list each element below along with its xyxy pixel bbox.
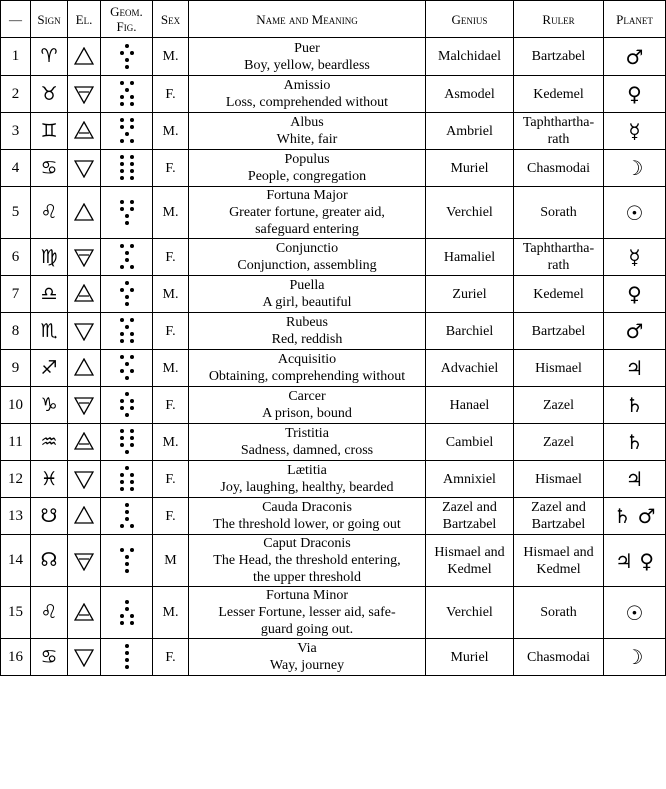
figure-name: Carcer bbox=[288, 389, 326, 404]
rows.0.meaning-line: Boy, yellow, beardless bbox=[244, 57, 370, 73]
rows.9.ruler-line: Zazel bbox=[542, 397, 575, 413]
ruler-cell bbox=[514, 587, 604, 639]
rows.13.ruler-line: Hismael and bbox=[523, 544, 594, 560]
rows.12.meaning-line: The threshold lower, or going out bbox=[213, 517, 401, 532]
figure-name: Rubeus bbox=[286, 315, 328, 330]
figure-name: Puella bbox=[289, 278, 325, 293]
geomantic-figure-dots bbox=[120, 599, 134, 627]
sun-icon: ☉ bbox=[604, 187, 666, 239]
genius-cell bbox=[426, 424, 514, 461]
earth-triangle-icon bbox=[68, 239, 101, 276]
rows.1.genius-line: Asmodel bbox=[444, 86, 495, 102]
geomantic-figure bbox=[101, 387, 153, 424]
rows.5.genius-line: Hamaliel bbox=[443, 249, 496, 265]
sun-icon: ☉ bbox=[604, 587, 666, 639]
geomantic-figure-dots bbox=[120, 502, 134, 530]
geomantic-figure bbox=[101, 187, 153, 239]
moon-icon: ☽ bbox=[604, 639, 666, 676]
row-number: 14 bbox=[1, 535, 31, 587]
fire-triangle-icon bbox=[68, 350, 101, 387]
header-planet: Planet bbox=[604, 1, 666, 38]
ruler-cell bbox=[514, 313, 604, 350]
rows.13.genius-line: Hismael and bbox=[434, 544, 505, 560]
table-row bbox=[1, 150, 666, 187]
rows.3.genius-line: Muriel bbox=[450, 160, 489, 176]
rows.0.ruler-line: Bartzabel bbox=[531, 49, 586, 64]
ruler-cell bbox=[514, 113, 604, 150]
genius-cell bbox=[426, 313, 514, 350]
water-triangle-icon bbox=[68, 639, 101, 676]
ruler-cell bbox=[514, 498, 604, 535]
row-number: 6 bbox=[1, 239, 31, 276]
rows.9.genius-line: Hanael bbox=[449, 397, 490, 413]
aries-icon: ♈ bbox=[31, 38, 68, 76]
rows.5.ruler-line: rath bbox=[547, 258, 570, 273]
genius-cell bbox=[426, 498, 514, 535]
water-triangle-icon bbox=[68, 150, 101, 187]
table-row bbox=[1, 38, 666, 76]
rows.4.meaning-line: Greater fortune, greater aid, bbox=[229, 205, 385, 220]
rows.2.genius-line: Ambriel bbox=[446, 123, 493, 139]
row-number: 7 bbox=[1, 276, 31, 313]
header-row bbox=[1, 1, 666, 38]
ruler-cell bbox=[514, 239, 604, 276]
figure-name: Lætitia bbox=[287, 463, 327, 478]
earth-triangle-icon bbox=[68, 76, 101, 113]
row-number: 5 bbox=[1, 187, 31, 239]
sex-cell: M. bbox=[153, 350, 189, 387]
geomantic-figure bbox=[101, 113, 153, 150]
geomantic-figure bbox=[101, 38, 153, 76]
figure-name: Conjunctio bbox=[275, 241, 339, 256]
genius-cell bbox=[426, 239, 514, 276]
geomantic-figure-dots bbox=[120, 317, 134, 345]
ruler-cell bbox=[514, 276, 604, 313]
geomantic-figure-dots bbox=[120, 154, 134, 182]
geomantic-figure-dots bbox=[120, 199, 134, 227]
figure-name: Albus bbox=[290, 115, 324, 130]
rows.12.genius-line: Zazel and bbox=[442, 500, 497, 515]
geomantic-figure-dots bbox=[120, 465, 134, 493]
fire-triangle-icon bbox=[68, 187, 101, 239]
table-row bbox=[1, 313, 666, 350]
moon-icon: ☽ bbox=[604, 150, 666, 187]
sex-cell: M. bbox=[153, 113, 189, 150]
descending-node-icon: ☋ bbox=[31, 498, 68, 535]
ruler-cell bbox=[514, 38, 604, 76]
mercury-icon: ☿ bbox=[604, 239, 666, 276]
water-triangle-icon bbox=[68, 461, 101, 498]
rows.14.ruler-line: Sorath bbox=[540, 605, 577, 620]
rows.5.ruler-line: Taphthartha- bbox=[522, 241, 595, 256]
row-number: 3 bbox=[1, 113, 31, 150]
name-meaning-cell bbox=[189, 276, 426, 313]
rows.13.genius-line: Kedmel bbox=[447, 561, 492, 577]
rows.13.ruler-line: Kedmel bbox=[536, 561, 581, 577]
saturn-icon: ♄ bbox=[604, 424, 666, 461]
water-triangle-icon bbox=[68, 313, 101, 350]
rows.4.ruler-line: Sorath bbox=[540, 205, 577, 220]
rows.11.genius-line: Amnixiel bbox=[443, 471, 496, 487]
table-row bbox=[1, 587, 666, 639]
table-row bbox=[1, 387, 666, 424]
genius-cell bbox=[426, 387, 514, 424]
genius-cell bbox=[426, 150, 514, 187]
figure-name: Amissio bbox=[283, 78, 331, 93]
sex-cell: M. bbox=[153, 587, 189, 639]
table-row bbox=[1, 461, 666, 498]
sex-cell: F. bbox=[153, 76, 189, 113]
row-number: 12 bbox=[1, 461, 31, 498]
table-row bbox=[1, 113, 666, 150]
rows.4.genius-line: Verchiel bbox=[446, 205, 493, 220]
table-row bbox=[1, 187, 666, 239]
rows.1.meaning-line: Loss, comprehended without bbox=[225, 95, 389, 110]
name-meaning-cell bbox=[189, 587, 426, 639]
rows.12.ruler-line: Zazel and bbox=[531, 500, 586, 515]
header-geom-line1: Geom. bbox=[110, 4, 143, 19]
jupiter-icon: ♃ bbox=[604, 350, 666, 387]
rows.13.meaning-line: The Head, the threshold entering, bbox=[213, 553, 401, 568]
genius-cell bbox=[426, 187, 514, 239]
name-meaning-cell bbox=[189, 150, 426, 187]
sex-cell: M. bbox=[153, 276, 189, 313]
table-row bbox=[1, 239, 666, 276]
header-sex: Sex bbox=[153, 1, 189, 38]
taurus-icon: ♉ bbox=[31, 76, 68, 113]
figure-name: Acquisitio bbox=[277, 352, 337, 367]
figure-name: Via bbox=[297, 641, 317, 656]
ruler-cell bbox=[514, 387, 604, 424]
table-row bbox=[1, 498, 666, 535]
geomantic-figure-dots bbox=[120, 643, 134, 671]
geomantic-figure bbox=[101, 76, 153, 113]
jupiter-venus-icon: ♃ ♀ bbox=[604, 535, 666, 587]
sex-cell: F. bbox=[153, 639, 189, 676]
figure-name: Cauda Draconis bbox=[262, 500, 352, 515]
name-meaning-cell bbox=[189, 639, 426, 676]
rows.9.meaning-line: A prison, bound bbox=[262, 406, 352, 421]
rows.11.meaning-line: Joy, laughing, healthy, bearded bbox=[220, 480, 394, 495]
geomantic-figure-dots bbox=[120, 391, 134, 419]
leo-icon: ♌ bbox=[31, 187, 68, 239]
rows.14.genius-line: Verchiel bbox=[446, 605, 493, 620]
table-row bbox=[1, 276, 666, 313]
rows.6.meaning-line: A girl, beautiful bbox=[262, 295, 352, 310]
row-number: 1 bbox=[1, 38, 31, 76]
table-row bbox=[1, 639, 666, 676]
sex-cell: M. bbox=[153, 187, 189, 239]
rows.2.ruler-line: rath bbox=[547, 132, 570, 147]
table-row bbox=[1, 350, 666, 387]
row-number: 15 bbox=[1, 587, 31, 639]
sex-cell: F. bbox=[153, 239, 189, 276]
geomantic-figure bbox=[101, 350, 153, 387]
fire-triangle-icon bbox=[68, 38, 101, 76]
ruler-cell bbox=[514, 461, 604, 498]
geomantic-figure bbox=[101, 424, 153, 461]
ruler-cell bbox=[514, 639, 604, 676]
name-meaning-cell bbox=[189, 498, 426, 535]
virgo-icon: ♍ bbox=[31, 239, 68, 276]
rows.12.ruler-line: Bartzabel bbox=[531, 517, 586, 532]
geomantic-figure-dots bbox=[120, 80, 134, 108]
geomantic-figure bbox=[101, 276, 153, 313]
sagittarius-icon: ♐ bbox=[31, 350, 68, 387]
genius-cell bbox=[426, 76, 514, 113]
capricorn-icon: ♑ bbox=[31, 387, 68, 424]
rows.14.meaning-line: Lesser Fortune, lesser aid, safe- bbox=[218, 605, 396, 620]
rows.0.genius-line: Malchidael bbox=[438, 49, 501, 64]
cancer-icon: ♋ bbox=[31, 150, 68, 187]
header-name-meaning: Name and Meaning bbox=[189, 1, 426, 38]
figure-name: Tristitia bbox=[285, 426, 329, 441]
header-number: — bbox=[1, 1, 31, 38]
genius-cell bbox=[426, 38, 514, 76]
genius-cell bbox=[426, 113, 514, 150]
row-number: 9 bbox=[1, 350, 31, 387]
geomantic-figure bbox=[101, 150, 153, 187]
table-row bbox=[1, 424, 666, 461]
ruler-cell bbox=[514, 150, 604, 187]
name-meaning-cell bbox=[189, 461, 426, 498]
aquarius-icon: ♒ bbox=[31, 424, 68, 461]
air-triangle-icon bbox=[68, 424, 101, 461]
fire-triangle-icon bbox=[68, 498, 101, 535]
row-number: 8 bbox=[1, 313, 31, 350]
rows.2.ruler-line: Taphthartha- bbox=[522, 115, 595, 130]
scorpio-icon: ♏ bbox=[31, 313, 68, 350]
name-meaning-cell bbox=[189, 239, 426, 276]
name-meaning-cell bbox=[189, 76, 426, 113]
rows.10.meaning-line: Sadness, damned, cross bbox=[240, 443, 374, 458]
ruler-cell bbox=[514, 350, 604, 387]
geomantic-figure-dots bbox=[120, 428, 134, 456]
leo-icon: ♌ bbox=[31, 587, 68, 639]
row-number: 11 bbox=[1, 424, 31, 461]
rows.6.genius-line: Zuriel bbox=[452, 286, 487, 302]
name-meaning-cell bbox=[189, 38, 426, 76]
rows.11.ruler-line: Hismael bbox=[535, 471, 582, 487]
row-number: 13 bbox=[1, 498, 31, 535]
rows.8.ruler-line: Hismael bbox=[535, 360, 582, 376]
header-geomantic-figure bbox=[101, 1, 153, 38]
genius-cell bbox=[426, 587, 514, 639]
geomantic-figure bbox=[101, 535, 153, 587]
ruler-cell bbox=[514, 76, 604, 113]
libra-icon: ♎ bbox=[31, 276, 68, 313]
header-geom-line2: Fig. bbox=[116, 19, 137, 34]
rows.10.genius-line: Cambiel bbox=[445, 434, 494, 450]
rows.3.ruler-line: Chasmodai bbox=[527, 160, 590, 176]
rows.12.genius-line: Bartzabel bbox=[442, 517, 497, 532]
rows.5.meaning-line: Conjunction, assembling bbox=[237, 258, 377, 273]
header-ruler: Ruler bbox=[514, 1, 604, 38]
name-meaning-cell bbox=[189, 187, 426, 239]
rows.8.meaning-line: Obtaining, comprehending without bbox=[208, 369, 406, 384]
name-meaning-cell bbox=[189, 313, 426, 350]
sex-cell: M. bbox=[153, 424, 189, 461]
table-row bbox=[1, 76, 666, 113]
rows.3.meaning-line: People, congregation bbox=[247, 169, 367, 184]
sex-cell: F. bbox=[153, 498, 189, 535]
ruler-cell bbox=[514, 535, 604, 587]
saturn-icon: ♄ bbox=[604, 387, 666, 424]
geomantic-figure-dots bbox=[120, 243, 134, 271]
figure-name: Fortuna Major bbox=[266, 188, 348, 203]
geomantic-figure bbox=[101, 587, 153, 639]
rows.15.genius-line: Muriel bbox=[450, 649, 489, 665]
ascending-node-icon: ☊ bbox=[31, 535, 68, 587]
rows.4.meaning-line: safeguard entering bbox=[255, 222, 359, 237]
rows.7.ruler-line: Bartzabel bbox=[531, 323, 586, 339]
geomantic-figure-dots bbox=[120, 354, 134, 382]
rows.10.ruler-line: Zazel bbox=[542, 434, 575, 450]
genius-cell bbox=[426, 639, 514, 676]
geomantic-figure bbox=[101, 313, 153, 350]
header-element: El. bbox=[68, 1, 101, 38]
genius-cell bbox=[426, 276, 514, 313]
ruler-cell bbox=[514, 187, 604, 239]
header-genius: Genius bbox=[426, 1, 514, 38]
figure-name: Populus bbox=[284, 152, 330, 167]
genius-cell bbox=[426, 535, 514, 587]
rows.15.meaning-line: Way, journey bbox=[269, 658, 345, 673]
name-meaning-cell bbox=[189, 350, 426, 387]
air-triangle-icon bbox=[68, 276, 101, 313]
sex-cell: F. bbox=[153, 387, 189, 424]
rows.1.ruler-line: Kedemel bbox=[533, 86, 584, 102]
mercury-icon: ☿ bbox=[604, 113, 666, 150]
name-meaning-cell bbox=[189, 424, 426, 461]
venus-icon: ♀ bbox=[604, 76, 666, 113]
geomantic-figure-dots bbox=[120, 43, 134, 71]
figure-name: Caput Draconis bbox=[263, 536, 351, 551]
row-number: 16 bbox=[1, 639, 31, 676]
table-row bbox=[1, 535, 666, 587]
sex-cell: F. bbox=[153, 461, 189, 498]
geomantic-figure bbox=[101, 498, 153, 535]
venus-icon: ♀ bbox=[604, 276, 666, 313]
header-sign: Sign bbox=[31, 1, 68, 38]
sex-cell: M bbox=[153, 535, 189, 587]
mars-icon: ♂ bbox=[604, 38, 666, 76]
rows.15.ruler-line: Chasmodai bbox=[527, 649, 590, 665]
rows.14.meaning-line: guard going out. bbox=[260, 622, 354, 637]
ruler-cell bbox=[514, 424, 604, 461]
earth-triangle-icon bbox=[68, 387, 101, 424]
saturn-mars-icon: ♄ ♂ bbox=[604, 498, 666, 535]
name-meaning-cell bbox=[189, 113, 426, 150]
row-number: 10 bbox=[1, 387, 31, 424]
gemini-icon: ♊ bbox=[31, 113, 68, 150]
row-number: 2 bbox=[1, 76, 31, 113]
cancer-icon: ♋ bbox=[31, 639, 68, 676]
row-number: 4 bbox=[1, 150, 31, 187]
geomantic-figure bbox=[101, 639, 153, 676]
jupiter-icon: ♃ bbox=[604, 461, 666, 498]
genius-cell bbox=[426, 350, 514, 387]
sex-cell: M. bbox=[153, 38, 189, 76]
rows.8.genius-line: Advachiel bbox=[440, 360, 499, 376]
rows.13.meaning-line: the upper threshold bbox=[252, 570, 362, 585]
genius-cell bbox=[426, 461, 514, 498]
rows.7.genius-line: Barchiel bbox=[445, 323, 494, 339]
mars-icon: ♂ bbox=[604, 313, 666, 350]
air-triangle-icon bbox=[68, 113, 101, 150]
earth-triangle-icon bbox=[68, 535, 101, 587]
geomantic-figure bbox=[101, 239, 153, 276]
sex-cell: F. bbox=[153, 313, 189, 350]
sex-cell: F. bbox=[153, 150, 189, 187]
figure-name: Puer bbox=[294, 40, 320, 56]
figure-name: Fortuna Minor bbox=[265, 588, 349, 603]
table-body bbox=[1, 38, 666, 676]
geomantic-figure-dots bbox=[120, 547, 134, 575]
name-meaning-cell bbox=[189, 535, 426, 587]
rows.6.ruler-line: Kedemel bbox=[533, 286, 584, 302]
geomantic-figure-dots bbox=[120, 280, 134, 308]
name-meaning-cell bbox=[189, 387, 426, 424]
air-triangle-icon bbox=[68, 587, 101, 639]
pisces-icon: ♓ bbox=[31, 461, 68, 498]
geomantic-figure bbox=[101, 461, 153, 498]
rows.7.meaning-line: Red, reddish bbox=[271, 332, 343, 347]
rows.2.meaning-line: White, fair bbox=[276, 132, 338, 147]
geomantic-figure-dots bbox=[120, 117, 134, 145]
